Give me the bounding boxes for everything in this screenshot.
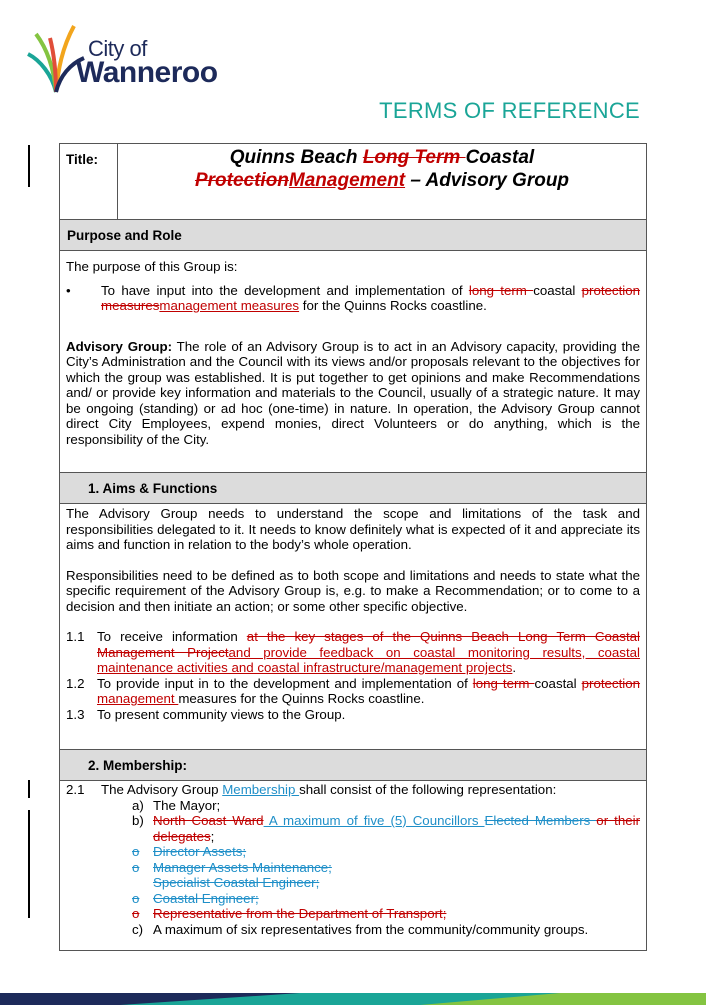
footer-band (0, 993, 706, 1005)
aims-heading: 1. Aims & Functions (60, 473, 646, 504)
member-deleted-1: o Director Assets; (132, 844, 247, 859)
member-a: a) The Mayor; (132, 797, 221, 813)
change-bar (28, 810, 30, 918)
purpose-heading: Purpose and Role (60, 220, 646, 251)
membership-item-2-1: 2.1 The Advisory Group Membership shall consist of the following representation: (66, 782, 557, 797)
member-deleted-2: o Manager Assets Maintenance; (132, 859, 332, 875)
change-bar (28, 780, 30, 798)
member-deleted-5: o Representative from the Department of Transport; (132, 906, 447, 921)
member-deleted-3: Specialist Coastal Engineer; (153, 875, 320, 890)
title-label: Title: (60, 144, 118, 219)
member-deleted-4: o Coastal Engineer; (132, 890, 259, 906)
member-c: c) A maximum of six representatives from the community/community groups. (132, 921, 589, 937)
aims-para1: The Advisory Group needs to understand the scope and limitations of the task and responsibilities delegated to it. It needs to know definitely what is expected of it and appreciate its aims and function in relation to the body’s whole operation. (66, 506, 640, 552)
aims-section (60, 504, 646, 750)
purpose-bullet: • To have input into the development and implementation of long term coastal protection measuresmanagement measures for the Quinns Rocks coastline. (66, 282, 641, 313)
logo-line1: City of (88, 36, 147, 61)
membership-section (60, 781, 646, 951)
membership-heading: 2. Membership: (60, 750, 646, 781)
document-title: Quinns Beach Long Term Coastal ProtectionManagement – Advisory Group (194, 147, 570, 191)
aims-item-1-1: 1.1 To receive information at the key stages of the Quinns Beach Long Term Coastal Management Projectand provide feedback on coastal monitoring results, coastal maintenance activities and coastal infrastructure/management projects. (66, 629, 640, 675)
aims-item-1-2: 1.2 To provide input in to the development and implementation of long term coastal protection management measures for the Quinns Rocks coastline. (66, 675, 641, 706)
member-b: b) North Coast Ward A maximum of five (5) Councillors Elected Members or their delegates; (132, 813, 641, 844)
title-row (60, 144, 646, 220)
aims-item-1-3: 1.3 To present community views to the Group. (66, 706, 346, 722)
terms-table (59, 143, 647, 951)
aims-para2: Responsibilities need to be defined as to both scope and limitations and needs to state what the specific requirement of the Advisory Group is, e.g. to make a Recommendation; or to come to a decision and then initiate an action; or some other specific objective. (66, 567, 640, 614)
advisory-group-paragraph: Advisory Group: The role of an Advisory Group is to act in an Advisory capacity, providing the City’s Administration and the Council with its views and/or proposals relevant to the objectives for which the group was established. It is put together to get opinions and make Recommendations and/ or provide key information and materials to the Council, usually of a strategic nature. It may be ongoing (standing) or ad hoc (one-time) in nature. In operation, the Advisory Group cannot direct City Employees, expend monies, direct Volunteers or do anything, which is the responsibility of the City. (66, 338, 640, 447)
change-bar (28, 145, 30, 187)
doc-type-heading: TERMS OF REFERENCE (379, 98, 640, 123)
purpose-intro: The purpose of this Group is: (66, 259, 238, 274)
purpose-section (60, 251, 646, 473)
logo-line2: Wanneroo (76, 56, 218, 89)
city-logo (26, 20, 236, 95)
